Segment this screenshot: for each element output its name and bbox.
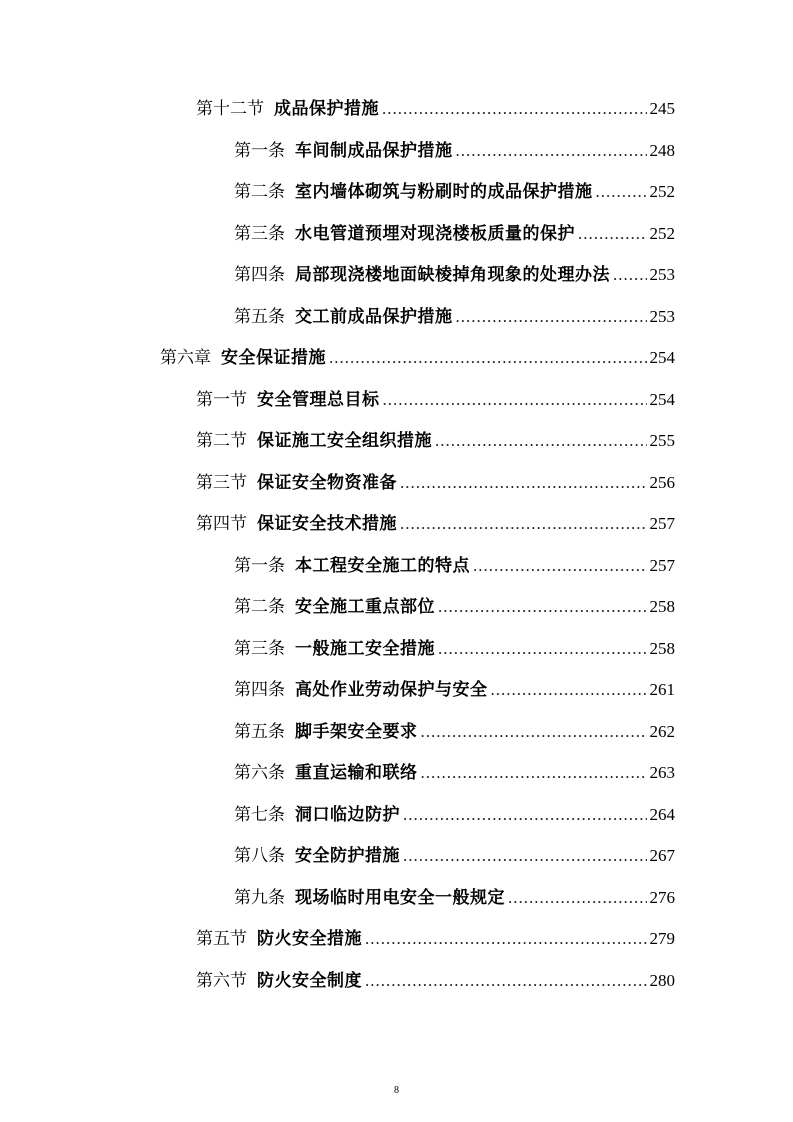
toc-dot-leader [456, 140, 647, 162]
toc-entry-page: 280 [649, 970, 675, 990]
toc-entry-title: 防火安全制度 [257, 970, 362, 991]
toc-entry[interactable] [234, 754, 675, 784]
toc-entry-number: 第六条 [234, 763, 285, 783]
toc-entry-title: 水电管道预埋对现浇楼板质量的保护 [295, 223, 575, 244]
toc-dot-leader [435, 430, 647, 452]
toc-entry-number: 第四节 [196, 514, 247, 534]
toc-entry-title: 重直运输和联络 [295, 763, 418, 783]
toc-entry-title: 室内墙体砌筑与粉刷时的成品保护措施 [295, 182, 593, 202]
toc-entry[interactable] [196, 505, 675, 535]
toc-entry-title: 安全施工重点部位 [295, 597, 435, 617]
toc-dot-leader [456, 306, 647, 328]
toc-entry-title: 保证安全物资准备 [257, 472, 397, 493]
toc-dot-leader [382, 98, 647, 120]
toc-dot-leader [473, 555, 647, 577]
toc-entry-number: 第四条 [234, 680, 285, 700]
toc-entry[interactable] [234, 132, 675, 162]
toc-entry-page: 263 [649, 763, 675, 782]
toc-entry-title: 交工前成品保护措施 [295, 306, 453, 327]
toc-entry-number: 第十二节 [196, 99, 264, 119]
toc-dot-leader [421, 721, 647, 743]
toc-entry-number: 第二条 [234, 597, 285, 617]
toc-entry[interactable] [196, 464, 675, 494]
toc-entry-title: 洞口临边防护 [295, 804, 400, 825]
toc-entry-page: 261 [649, 680, 675, 699]
toc-entry-number: 第三节 [196, 472, 247, 493]
toc-entry[interactable] [160, 339, 675, 369]
toc-entry-title: 高处作业劳动保护与安全 [295, 680, 488, 700]
toc-entry-title: 本工程安全施工的特点 [295, 555, 470, 576]
toc-entry-page: 258 [649, 638, 675, 658]
toc-entry-page: 253 [649, 265, 675, 284]
toc-entry[interactable] [234, 215, 675, 245]
toc-dot-leader [578, 223, 647, 245]
toc-dot-leader [365, 928, 647, 950]
toc-entry[interactable] [234, 671, 675, 701]
toc-entry-page: 253 [649, 306, 675, 326]
toc-entry-number: 第一条 [234, 140, 285, 161]
toc-dot-leader [329, 347, 647, 369]
toc-entry-page: 276 [649, 887, 675, 907]
toc-entry-page: 267 [649, 846, 675, 865]
toc-entry-title: 保证施工安全组织措施 [257, 431, 432, 451]
toc-dot-leader [491, 679, 647, 701]
toc-entry-number: 第二节 [196, 431, 247, 451]
toc-entry-page: 245 [649, 99, 675, 118]
toc-entry-title: 安全保证措施 [221, 348, 326, 368]
toc-entry-page: 255 [649, 431, 675, 450]
toc-entry-page: 264 [649, 804, 675, 824]
toc-entry[interactable] [234, 630, 675, 660]
toc-entry-number: 第二条 [234, 182, 285, 202]
toc-dot-leader [613, 264, 647, 286]
toc-entry-title: 防火安全措施 [257, 929, 362, 949]
toc-entry-number: 第四条 [234, 265, 285, 285]
toc-entry-page: 252 [649, 182, 675, 201]
page-number: 8 [394, 1085, 399, 1096]
toc-entry-title: 车间制成品保护措施 [295, 140, 453, 161]
toc-entry-page: 258 [649, 597, 675, 616]
toc-entry-title: 保证安全技术措施 [257, 514, 397, 534]
toc-entry[interactable] [196, 920, 675, 950]
toc-dot-leader [400, 472, 647, 494]
toc-entry[interactable] [234, 588, 675, 618]
toc-entry-title: 现场临时用电安全一般规定 [295, 887, 505, 908]
toc-dot-leader [400, 513, 647, 535]
toc-entry-number: 第一节 [196, 389, 247, 410]
toc-entry-page: 257 [649, 514, 675, 533]
toc-entry-title: 安全管理总目标 [257, 389, 380, 410]
toc-dot-leader [508, 887, 647, 909]
toc-entry[interactable] [196, 90, 675, 120]
toc-entry-page: 254 [649, 389, 675, 409]
toc-entry-number: 第一条 [234, 555, 285, 576]
toc-entry-page: 257 [649, 555, 675, 575]
toc-entry-title: 局部现浇楼地面缺棱掉角现象的处理办法 [295, 265, 610, 285]
toc-dot-leader [438, 638, 647, 660]
toc-entry-title: 安全防护措施 [295, 846, 400, 866]
toc-dot-leader [403, 845, 647, 867]
toc-entry[interactable] [234, 298, 675, 328]
toc-entry-title: 一般施工安全措施 [295, 638, 435, 659]
toc-entry-page: 248 [649, 140, 675, 160]
toc-dot-leader [403, 804, 647, 826]
toc-entry[interactable] [234, 713, 675, 743]
toc-entry-page: 256 [649, 472, 675, 492]
toc-entry-number: 第六节 [196, 970, 247, 991]
toc-entry-number: 第五条 [234, 306, 285, 327]
toc-entry-page: 254 [649, 348, 675, 367]
toc-dot-leader [596, 181, 647, 203]
toc-entry-number: 第三条 [234, 638, 285, 659]
toc-entry-number: 第九条 [234, 887, 285, 908]
toc-entry-title: 成品保护措施 [274, 99, 379, 119]
toc-dot-leader [365, 970, 647, 992]
toc-entry[interactable] [196, 422, 675, 452]
toc-dot-leader [383, 389, 647, 411]
toc-entry[interactable] [234, 879, 675, 909]
toc-entry[interactable] [234, 173, 675, 203]
toc-entry-page: 279 [649, 929, 675, 948]
toc-entry[interactable] [234, 547, 675, 577]
toc-entry-number: 第七条 [234, 804, 285, 825]
toc-entry-page: 252 [649, 223, 675, 243]
toc-entry-number: 第五节 [196, 929, 247, 949]
toc-dot-leader [421, 762, 647, 784]
toc-entry-number: 第三条 [234, 223, 285, 244]
toc-entry-number: 第八条 [234, 846, 285, 866]
toc-entry[interactable] [234, 796, 675, 826]
toc-entry-number: 第六章 [160, 348, 211, 368]
toc-entry-title: 脚手架安全要求 [295, 721, 418, 742]
toc-entry[interactable] [234, 837, 675, 867]
toc-entry[interactable] [234, 256, 675, 286]
toc-dot-leader [438, 596, 647, 618]
toc-entry-number: 第五条 [234, 721, 285, 742]
toc-entry[interactable] [196, 962, 675, 992]
toc-entry-page: 262 [649, 721, 675, 741]
toc-entry[interactable] [196, 381, 675, 411]
